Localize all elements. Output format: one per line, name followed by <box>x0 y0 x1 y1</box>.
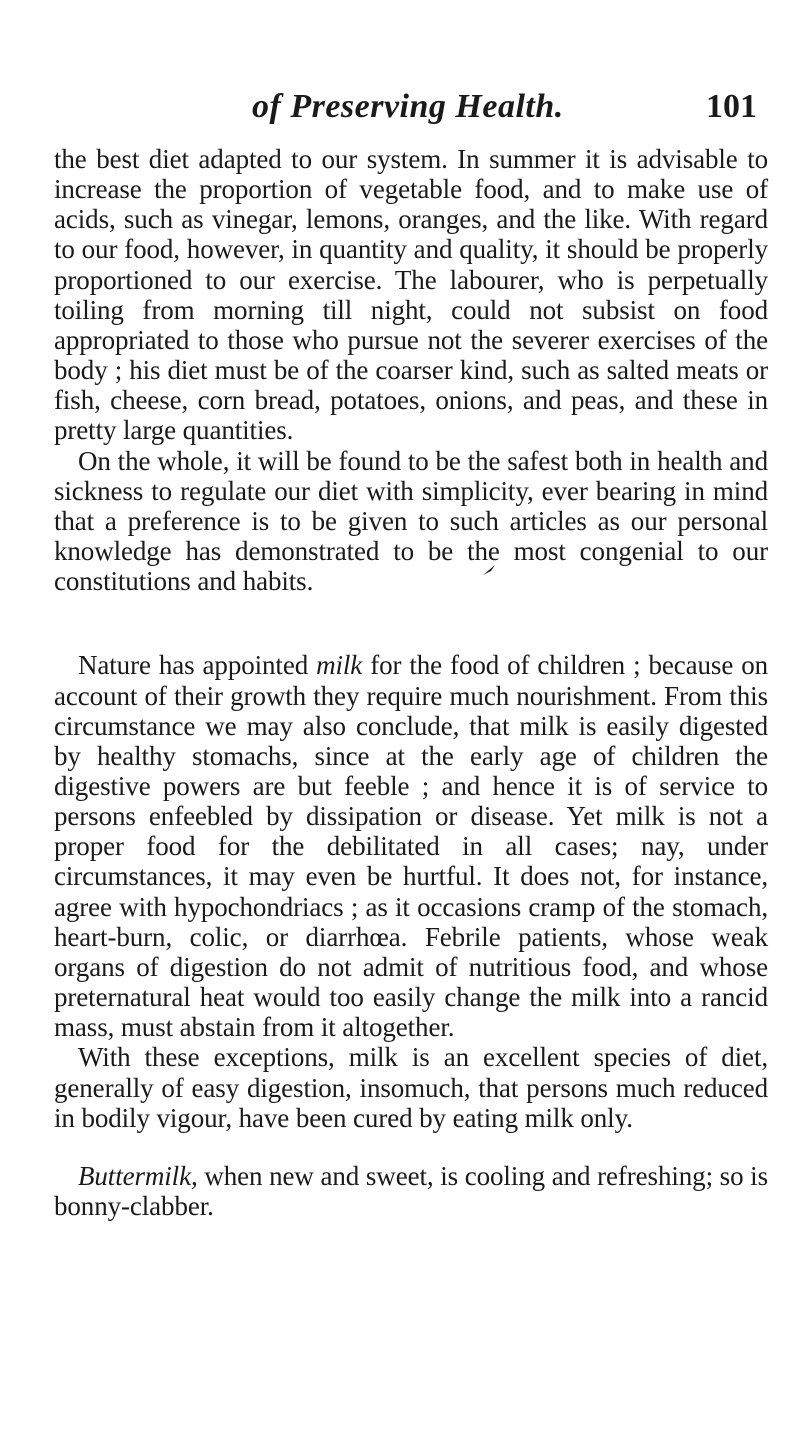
paragraph-milk-lead: Nature has appointed <box>78 650 317 681</box>
emphasis-milk: milk <box>316 650 363 681</box>
ink-mark <box>482 564 496 576</box>
running-head <box>0 88 800 128</box>
paragraph-buttermilk-rest: when new and sweet, is cooling and refreshing; so is bonny-clabber. <box>54 1160 768 1221</box>
body-text <box>54 144 768 1221</box>
paragraph-milk-rest: for the food of children ; because on account of their growth they require much nourishment. From this circumstance we may also conclude, that milk is easily digested by healthy stomachs, since at the early age of children the digestive powers are but feeble ; and hence it is of service to persons enfeebled by dissipation or disease. Yet milk is not a proper food for the debilitated in all cases; nay, under circumstances, it may even be hurtful. It does not, for instance, agree with hypochondriacs ; as it occasions cramp of the stomach, heart-burn, colic, or diarrhœa. Febrile patients, whose weak organs of digestion do not admit of nutritious food, and whose preternatural heat would too easily change the milk into a rancid mass, must abstain from it altogether. <box>54 650 768 1043</box>
running-head-title: of Preserving Health. <box>252 88 564 125</box>
page-number: 101 <box>706 88 757 125</box>
paragraph-buttermilk <box>54 1161 768 1221</box>
paragraph-exceptions: With these exceptions, milk is an excellent species of diet, generally of easy digestion, insomuch, that persons much reduced in bodily vigour, have been cured by eating milk only. <box>54 1042 768 1133</box>
paragraph-diet-system: the best diet adapted to our system. In summer it is advisable to increase the proportion of vegetable food, and to make use of acids, such as vinegar, lemons, oranges, and the like. With regard to our food, however, in quantity and quality, it should be properly proportioned to our exercise. The labourer, who is perpetually toiling from morning till night, could not subsist on food appropriated to those who pursue not the severer exercises of the body ; his diet must be of the coarser kind, such as salted meats or fish, cheese, corn bread, potatoes, onions, and peas, and these in pretty large quantities. <box>54 144 768 446</box>
emphasis-buttermilk: Buttermilk, <box>78 1160 198 1191</box>
paragraph-on-the-whole: On the whole, it will be found to be the safest both in health and sickness to regulate our diet with simplicity, ever bearing in mind that a preference is to be given to such articles as our personal knowledge has demonstrated to be the most congenial to our constitutions and habits. <box>54 445 768 597</box>
paragraph-milk <box>54 650 768 1042</box>
